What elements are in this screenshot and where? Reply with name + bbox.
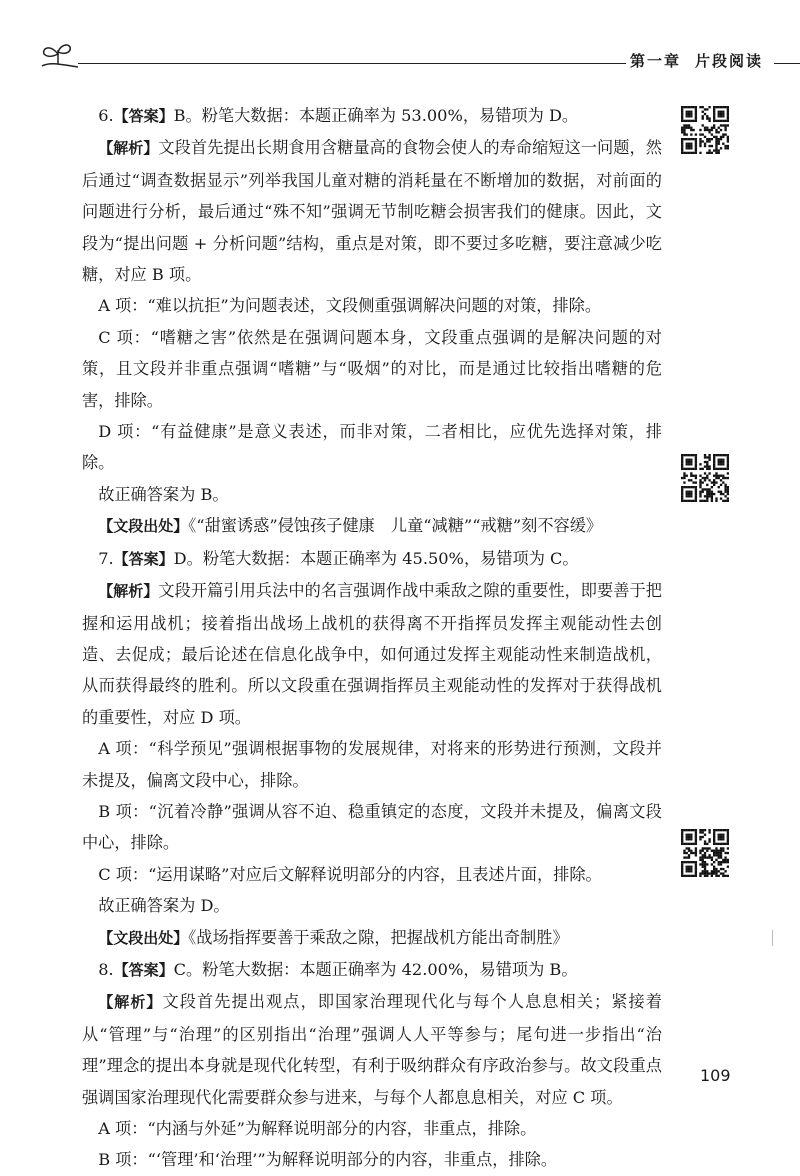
header-rule-right — [774, 63, 800, 64]
chapter-title — [630, 50, 763, 71]
analysis-paragraph — [82, 986, 662, 1113]
option-explanation: B 项：“‘管理’和‘治理’”为解释说明部分的内容，非重点，排除。 — [98, 1150, 558, 1170]
option-explanation: D 项：“有益健康”是意义表述，而非对策，二者相比，应优先选择对策，排除。 — [82, 422, 662, 473]
page-content — [82, 100, 662, 1176]
option-explanation: B 项：“沉着冷静”强调从容不迫、稳重镇定的态度，文段并未提及，偏离文段中心，排除。 — [82, 801, 662, 853]
answer-line — [82, 954, 662, 986]
analysis-tag: 【解析】 — [98, 582, 159, 601]
option-explanation: A 项：“科学预见”强调根据事物的发展规律，对将来的形势进行预测，文段并未提及，偏离文段中心，排除。 — [82, 739, 662, 790]
source-tag: 【文段出处】 — [98, 928, 189, 947]
question-number: 6. — [98, 106, 114, 125]
option-explanation: C 项：“嗜糖之害”依然是在强调问题本身，文段重点强调的是解决问题的对策，且文段并非重点强调“嗜糖”与“吸烟”的对比，而是通过比较指出嗜糖的危害，排除。 — [82, 327, 662, 410]
margin-mark — [772, 930, 773, 946]
chapter-label: 第一章 — [630, 52, 682, 70]
option-explanation: A 项：“内涵与外延”为解释说明部分的内容，非重点，排除。 — [98, 1119, 537, 1138]
analysis-tag: 【解析】 — [98, 993, 163, 1012]
qr-code-icon[interactable] — [681, 829, 729, 877]
analysis-text: 文段开篇引用兵法中的名言强调作战中乘敌之隙的重要性，即要善于把握和运用战机；接着指出战场上战机的获得离不开指挥员发挥主观能动性去创造、去促成；最后论述在信息化战争中，如何通过发挥主观能动性来制造战机，从而获得最终的胜利。所以文段重在强调指挥员主观能动性的发挥对于获得战机的重要性，对应 D 项。 — [82, 581, 662, 727]
source-text: 《“甜蜜诱惑”侵蚀孩子健康 儿童“减糖”“戒糖”刻不容缓》 — [188, 516, 603, 536]
answer-text: D。粉笔大数据：本题正确率为 45.50%，易错项为 C。 — [173, 548, 579, 568]
header-rule-left — [78, 63, 626, 64]
analysis-text: 文段首先提出观点，即国家治理现代化与每个人息息相关；紧接着从“管理”与“治理”的区别指出“治理”强调人人平等参与；尾句进一步指出“治理”理念的提出本身就是现代化转型，有利于吸纳群众有序政治参与。故文段重点强调国家治理现代化需要群众参与进来，与每个人都息息相关，对应 C 项。 — [82, 992, 662, 1107]
page-header — [38, 36, 762, 76]
conclusion: 故正确答案为 D。 — [98, 896, 230, 916]
page-number: 109 — [700, 1066, 731, 1085]
source-line — [82, 510, 662, 542]
source-tag: 【文段出处】 — [98, 517, 189, 536]
analysis-tag: 【解析】 — [98, 139, 159, 158]
answer-tag: 【答案】 — [113, 960, 174, 979]
option-explanation: A 项：“难以抗拒”为问题表述，文段侧重强调解决问题的对策，排除。 — [98, 296, 602, 316]
answer-text: C。粉笔大数据：本题正确率为 42.00%，易错项为 B。 — [173, 959, 578, 979]
sprout-icon — [38, 40, 78, 70]
qr-code-icon[interactable] — [681, 454, 729, 502]
section-label: 片段阅读 — [695, 52, 764, 70]
analysis-paragraph — [82, 132, 662, 290]
analysis-paragraph — [82, 575, 662, 733]
conclusion: 故正确答案为 B。 — [98, 484, 229, 504]
option-explanation: C 项：“运用谋略”对应后文解释说明部分的内容，且表述片面，排除。 — [98, 864, 602, 884]
qr-code-icon[interactable] — [681, 106, 729, 154]
answer-line — [82, 543, 662, 575]
question-number: 8. — [98, 959, 114, 979]
answer-tag: 【答案】 — [113, 549, 174, 568]
answer-tag: 【答案】 — [113, 107, 174, 125]
question-number: 7. — [98, 548, 114, 568]
answer-line — [82, 100, 662, 132]
source-text: 《战场指挥要善于乘敌之隙，把握战机方能出奇制胜》 — [188, 927, 569, 947]
analysis-text: 文段首先提出长期食用含糖量高的食物会使人的寿命缩短这一问题，然后通过“调查数据显示”列举我国儿童对糖的消耗量在不断增加的数据，对前面的问题进行分析，最后通过“殊不知”强调无节制吃糖会损害我们的健康。因此，文段为“提出问题 + 分析问题”结构，重点是对策，即不要过多吃糖，要注意减少吃糖，对应 B 项。 — [82, 138, 662, 285]
answer-text: B。粉笔大数据：本题正确率为 53.00%，易错项为 D。 — [173, 106, 579, 125]
source-line — [82, 922, 662, 954]
